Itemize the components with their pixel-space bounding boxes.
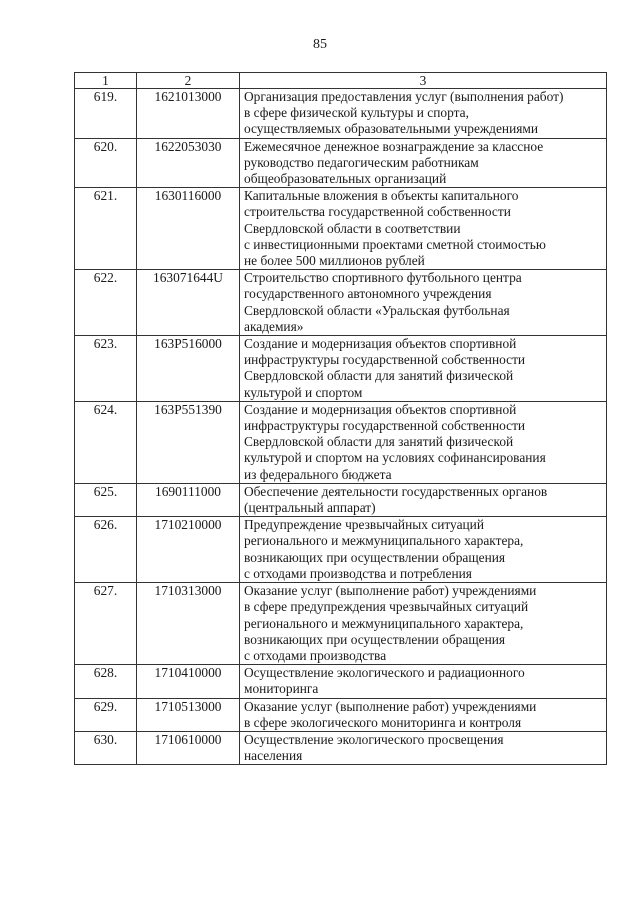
budget-code: 163071644U [137, 270, 240, 336]
item-description: Строительство спортивного футбольного центра государственного автономного учреждения Свердловской области «Уральская футбольная академия» [240, 270, 607, 336]
budget-code: 1710210000 [137, 517, 240, 583]
budget-code: 1710513000 [137, 698, 240, 731]
budget-code-table [74, 72, 607, 765]
row-number: 627. [75, 583, 137, 665]
column-header-3: 3 [240, 73, 607, 89]
table-row [75, 583, 607, 665]
item-description: Осуществление экологического просвещения населения [240, 731, 607, 764]
table-row [75, 483, 607, 516]
item-description: Ежемесячное денежное вознаграждение за классное руководство педагогическим работникам общеобразовательных организаций [240, 138, 607, 188]
budget-code: 1710410000 [137, 665, 240, 698]
item-description: Предупреждение чрезвычайных ситуаций регионального и межмуниципального характера, возникающих при осуществлении обращения с отходами производства и потребления [240, 517, 607, 583]
budget-code: 1621013000 [137, 89, 240, 139]
table-row [75, 401, 607, 483]
column-header-2: 2 [137, 73, 240, 89]
budget-code: 1630116000 [137, 188, 240, 270]
item-description: Оказание услуг (выполнение работ) учреждениями в сфере предупреждения чрезвычайных ситуаций регионального и межмуниципального характера, возникающих при осуществлении обращения с отходами производства [240, 583, 607, 665]
item-description: Капитальные вложения в объекты капитального строительства государственной собственности Свердловской области в соответствии с инвестиционными проектами сметной стоимостью не более 500 миллионов рублей [240, 188, 607, 270]
row-number: 629. [75, 698, 137, 731]
table-row [75, 698, 607, 731]
table-row [75, 89, 607, 139]
budget-code: 163P516000 [137, 336, 240, 402]
budget-code: 1690111000 [137, 483, 240, 516]
table-row [75, 517, 607, 583]
row-number: 620. [75, 138, 137, 188]
row-number: 621. [75, 188, 137, 270]
column-header-1: 1 [75, 73, 137, 89]
budget-code: 1710313000 [137, 583, 240, 665]
row-number: 624. [75, 401, 137, 483]
row-number: 623. [75, 336, 137, 402]
item-description: Организация предоставления услуг (выполнения работ) в сфере физической культуры и спорта, осуществляемых образовательными учреждениями [240, 89, 607, 139]
item-description: Оказание услуг (выполнение работ) учреждениями в сфере экологического мониторинга и контроля [240, 698, 607, 731]
row-number: 622. [75, 270, 137, 336]
table-header-row [75, 73, 607, 89]
item-description: Создание и модернизация объектов спортивной инфраструктуры государственной собственности Свердловской области для занятий физической культурой и спортом [240, 336, 607, 402]
table-row [75, 270, 607, 336]
item-description: Осуществление экологического и радиационного мониторинга [240, 665, 607, 698]
row-number: 630. [75, 731, 137, 764]
budget-code: 163P551390 [137, 401, 240, 483]
budget-code: 1622053030 [137, 138, 240, 188]
budget-code: 1710610000 [137, 731, 240, 764]
row-number: 626. [75, 517, 137, 583]
row-number: 619. [75, 89, 137, 139]
item-description: Обеспечение деятельности государственных органов (центральный аппарат) [240, 483, 607, 516]
row-number: 625. [75, 483, 137, 516]
table-row [75, 665, 607, 698]
item-description: Создание и модернизация объектов спортивной инфраструктуры государственной собственности Свердловской области для занятий физической культурой и спортом на условиях софинансирования из федерального бюджета [240, 401, 607, 483]
table-row [75, 731, 607, 764]
page-number: 85 [313, 37, 327, 52]
table-row [75, 138, 607, 188]
table-row [75, 336, 607, 402]
table-row [75, 188, 607, 270]
row-number: 628. [75, 665, 137, 698]
